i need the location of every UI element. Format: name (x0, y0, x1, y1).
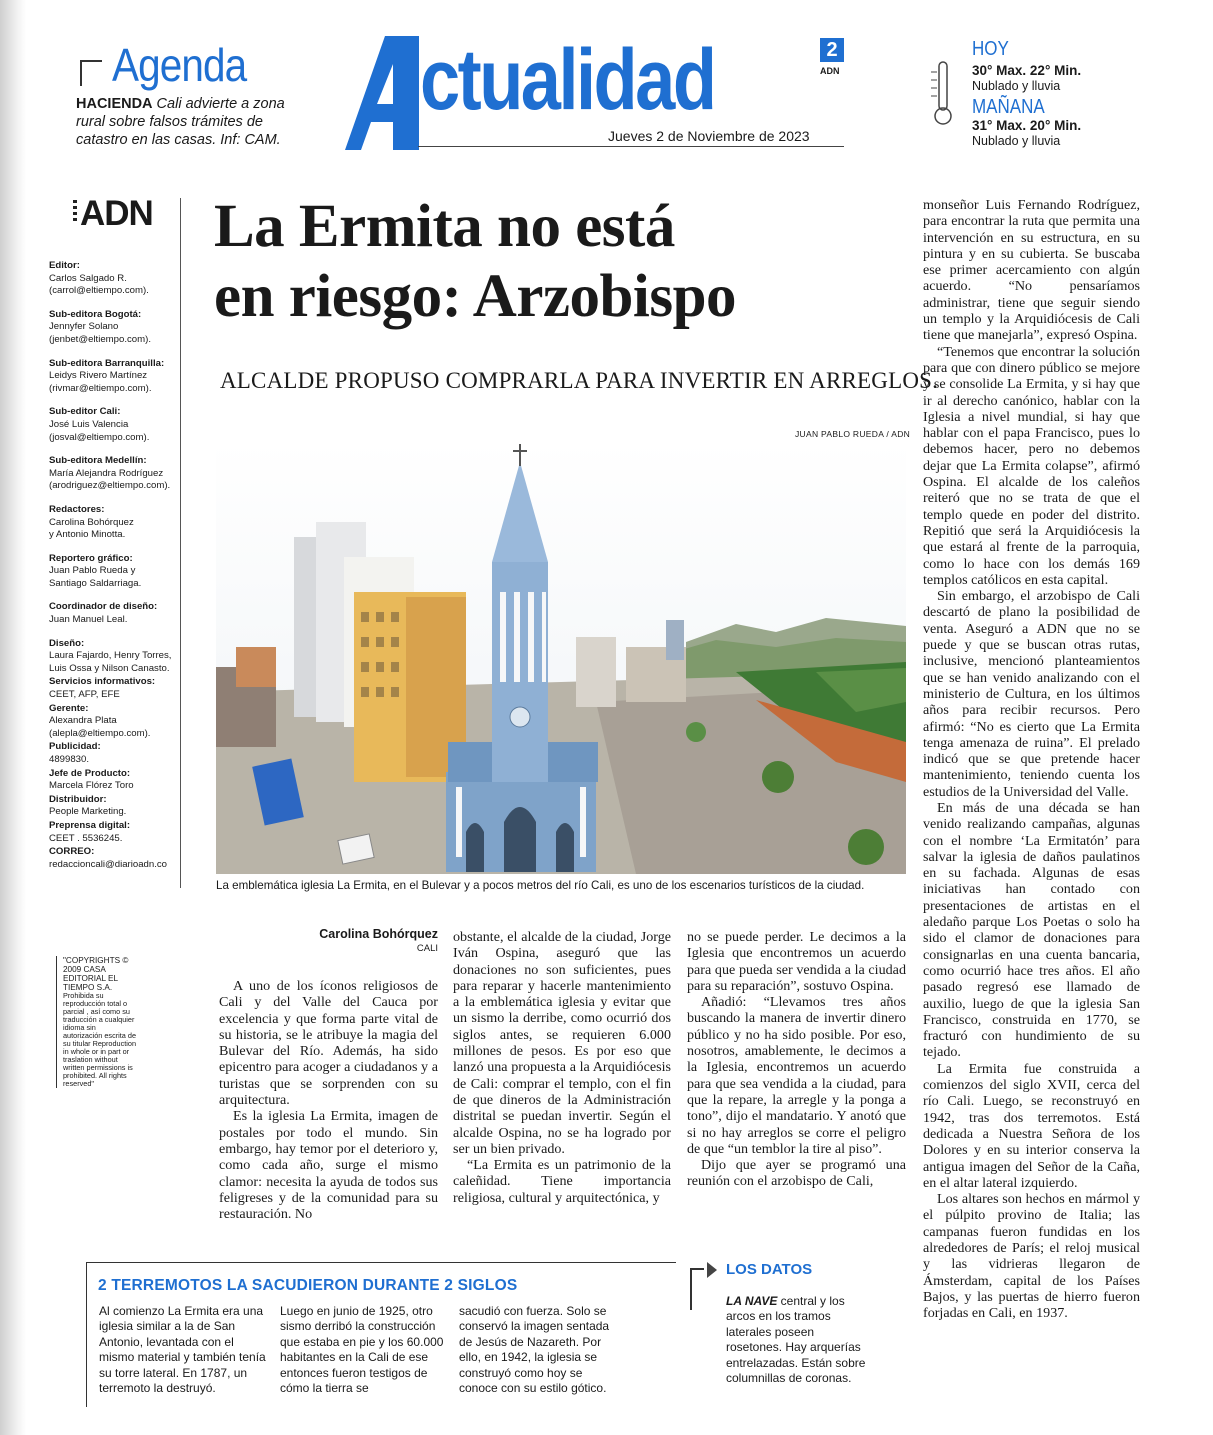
credit-line: Luis Ossa y Nilson Canasto. (49, 662, 170, 674)
credit-role: Distribuidor: (49, 793, 107, 805)
masthead-a-logo (345, 36, 419, 150)
credit-role: Gerente: (49, 702, 89, 714)
weather-tomorrow-label: MAÑANA (972, 96, 1045, 118)
datos-bracket (690, 1268, 704, 1310)
article-column-1 (219, 978, 438, 1222)
credit-line: Carlos Salgado R. (49, 272, 127, 284)
credit-line: (rivmar@eltiempo.com). (49, 382, 152, 394)
credit-line: (carrol@eltiempo.com). (49, 285, 149, 297)
photo-credit: JUAN PABLO RUEDA / ADN (795, 429, 911, 439)
credit-line: redaccioncali@diarioadn.co (49, 858, 168, 870)
credit-line: (alepla@eltiempo.com). (49, 727, 151, 739)
article-paragraph: Añadió: “Llevamos tres años buscando la manera de invertir dinero público y no ha sido posible. Por eso, nosotros, amablemente, le decimos a la Iglesia, encontremos un acuerdo para que sea vendida a la ciudad, para que la repare, la arregle y la ponga a tono”, dijo el mandatario. Y anotó que si no hay arreglos se corre el peligro de que “un temblor la tire al piso”. (687, 994, 906, 1157)
credit-line: CEET, AFP, EFE (49, 689, 120, 701)
article-paragraph: “Tenemos que encontrar la solución para que con dinero público se mejore y se consolide La Ermita, y si hay que ir al derecho canónico, hablar con la Iglesia a nivel mundial, si hay que hablar con el papa Francisco, pues lo debemos hacer, pero no debemos dejar que La Ermita colapse”, afirmó Ospina. El alcalde de los caleños reiteró que no se trata de que el templo quede en poder del distrito. Repitió que será la Arquidiócesis la que estará al frente de la parroquia, como lo hace con los demás 169 templos católicos en esta capital. (923, 343, 1140, 588)
article-paragraph: obstante, el alcalde de la ciudad, Jorge Iván Ospina, aseguró que las donaciones no son suficientes, pues para reparar y hacerle mantenimiento a la emblemática iglesia y evitar que un sismo la derribe, como ocurrió dos siglos antes, se requieren 6.000 millones de pesos. Es por eso que lanzó una propuesta a la Arquidiócesis de Cali: comprar el templo, con el fin de que dineros de la Administración distrital se puedan invertir. Según el alcalde Ospina, no se ha logrado por ser un bien privado. (453, 929, 671, 1157)
copyright-body: Prohibida su reproducción total o parcial , así como su traducción a cualquier idioma sin autorización escrita de su titular Reproduction in whole or in part or traslation without written permissions is prohibited. All rights reserved" (63, 991, 137, 1088)
credit-line: 4899830. (49, 754, 90, 765)
article-paragraph: monseñor Luis Fernando Rodríguez, para encontrar la ruta que permita una intervención en su estructura, en su pintura y en su cubierta. Se buscaba ese primer acercamiento con algún acuerdo. “No pensaríamos administrar, tiene que seguir siendo un templo y la Arquidiócesis de Cali tiene que manejarla”, expresó Ospina. (923, 197, 1140, 344)
credit-role: Sub-editora Bogotá: (49, 308, 142, 320)
article-paragraph: no se puede perder. Le decimos a la Iglesia que encontremos un acuerdo para que pueda ser vendida a la ciudad para su reparación”, sostuvo Ospina. (687, 929, 906, 994)
credit-role: Coordinador de diseño: (49, 601, 158, 613)
article-column-4 (923, 197, 1140, 1321)
edition-date: Jueves 2 de Noviembre de 2023 (608, 128, 810, 144)
credit-line: Santiago Saldarriaga. (49, 577, 142, 589)
agenda-text (76, 95, 298, 149)
agenda-body: Cali advierte a zona rural sobre falsos trámites de catastro en las casas. Inf: CAM. (76, 96, 285, 148)
weather-today-condition: Nublado y lluvia (972, 79, 1061, 93)
article-paragraph: La Ermita fue construida a comienzos del siglo XVII, cerca del río Cali. Luego, se reconstruyó en 1942, tras dos terremotos. Está dedicada a Nuestra Señora de los Dolores y en su interior conserva la antigua imagen del Señor de la Caña, en el altar lateral izquierdo. (923, 1060, 1140, 1191)
article-paragraph: A uno de los íconos religiosos de Cali y del Valle del Cauca por excelencia y que forma parte vital de su historia, se le atribuye la magia del Bulevar del Río. Además, ha sido epicentro para acoger a ciudadanos y a turistas que se sorprenden con su arquitectura. (219, 978, 438, 1109)
datos-arrow-icon (707, 1262, 717, 1278)
sidebar-box-border-top (86, 1262, 676, 1263)
article-column-2 (453, 929, 671, 1206)
weather-today-temp: 30° Max. 22° Min. (972, 63, 1082, 78)
credit-role: CORREO: (49, 846, 95, 858)
article-column-3 (687, 929, 906, 1190)
credit-line: Jennyfer Solano (49, 321, 119, 333)
credit-role: Jefe de Producto: (49, 767, 131, 779)
credit-role: Preprensa digital: (49, 819, 131, 831)
sidebar-box-column-3: sacudió con fuerza. Solo se conservó la imagen sentada de Jesús de Nazareth. Por ello, en 1942, la iglesia se construyó como hoy se conoce con su estilo gótico. (459, 1304, 610, 1396)
credit-line: María Alejandra Rodríguez (49, 467, 164, 479)
copyright-notice (56, 956, 136, 1088)
photo-caption: La emblemática iglesia La Ermita, en el Bulevar y a pocos metros del río Cali, es uno de los escenarios turísticos de la ciudad. (216, 879, 865, 892)
headline (214, 192, 736, 332)
article-author: Carolina Bohórquez (319, 927, 438, 941)
headline-line-2: en riesgo: Arzobispo (214, 263, 737, 330)
article-city: CALI (416, 943, 438, 954)
masthead-rule (418, 146, 844, 147)
credit-line: Juan Manuel Leal. (49, 614, 128, 626)
article-deck: ALCALDE PROPUSO COMPRARLA PARA INVERTIR EN ARREGLOS. (220, 368, 939, 393)
datos-lead: LA NAVE (726, 1294, 778, 1308)
la-ermita-photo (216, 442, 906, 874)
article-paragraph: Los altares son hechos en mármol y el púlpito provino de Italia; las campanas fueron fundidas en los alrededores de París; el reloj musical y las vidrieras llegaron de Ámsterdam, capital de los Países Bajos, y las puertas de hierro fueron forjadas en Cali, en 1937. (923, 1191, 1140, 1322)
credit-role: Servicios informativos: (49, 676, 156, 688)
article-paragraph: “La Ermita es un patrimonio de la caleñidad. Tiene importancia religiosa, cultural y arquitectónica, y (453, 1157, 671, 1206)
weather-tomorrow-temp: 31° Max. 20° Min. (972, 118, 1082, 133)
credit-line: Marcela Flórez Toro (49, 780, 134, 792)
sidebar-box-border-left (86, 1262, 87, 1407)
masthead-brand-small: ADN (820, 66, 840, 76)
adn-logo-dots (73, 200, 77, 222)
credit-line: (jenbet@eltiempo.com). (49, 333, 151, 345)
credit-role: Redactores: (49, 503, 105, 515)
page-edge-shadow (0, 0, 26, 1435)
datos-text (726, 1294, 866, 1386)
credit-line: y Antonio Minotta. (49, 529, 126, 541)
staff-credits (49, 260, 181, 871)
sidebar-box-title: 2 TERREMOTOS LA SACUDIERON DURANTE 2 SIGLOS (98, 1277, 518, 1294)
credit-role: Publicidad: (49, 741, 101, 753)
credit-role: Reportero gráfico: (49, 552, 133, 564)
credit-line: CEET . 5536245. (49, 832, 123, 844)
credit-line: Laura Fajardo, Henry Torres, (49, 650, 172, 662)
credit-line: José Luis Valencia (49, 418, 129, 430)
credit-line: (arodriguez@eltiempo.com). (49, 480, 171, 492)
article-paragraph: En más de una década se han venido realizando campañas, algunas con el nombre ‘La Ermitatón’ para salvar la iglesia de daños paulatinos en su fachada. Algunas de esas iniciativas han contado con presentaciones de artistas en el aledaño parque Los Poetas o solo ha sido el clamor de donaciones para consignarlas en una cuenta bancaria, como ocurrió hace tres años. El año pasado regresó ese llamado de auxilio, luego de que la iglesia San Francisco, construida en 1770, se fracturó con hundimiento de su tejado. (923, 799, 1140, 1061)
datos-body: central y los arcos en los tramos laterales poseen rosetones. Hay arquerías entrelazadas. Están sobre columnillas de coronas. (726, 1294, 866, 1386)
credit-role: Editor: (49, 260, 80, 271)
credit-line: Alexandra Plata (49, 715, 117, 727)
sidebar-box-column-2: Luego en junio de 1925, otro sismo derribó la construcción que estaba en pie y los 60.000 habitantes en la Cali de ese entonces fueron testigos de cómo la tierra se (280, 1304, 444, 1396)
agenda-title: Agenda (112, 39, 247, 91)
credit-role: Diseño: (49, 637, 85, 649)
sidebar-box-column-1: Al comienzo La Ermita era una iglesia similar a la de San Antonio, levantada con el mismo material y también tenía su torre lateral. En 1787, un terremoto la destruyó. (99, 1304, 266, 1396)
thermometer-icon (928, 60, 958, 126)
section-number: 2 (820, 38, 844, 62)
agenda-bracket (80, 60, 102, 86)
weather-tomorrow-condition: Nublado y lluvia (972, 134, 1061, 148)
adn-logo: ADN (80, 194, 153, 233)
agenda-lead: HACIENDA (76, 96, 153, 112)
weather-today-label: HOY (972, 38, 1009, 60)
credit-line: People Marketing. (49, 806, 127, 818)
article-paragraph: Es la iglesia La Ermita, imagen de postales por todo el mundo. Sin embargo, hay temor por el deterioro y, como cada año, surge el mismo clamor: necesita la ayuda de todos sus feligreses y de la comunidad para su restauración. No (219, 1108, 438, 1223)
article-paragraph: Dijo que ayer se programó una reunión con el arzobispo de Cali, (687, 1157, 906, 1190)
credit-line: Leidys Rivero Martínez (49, 370, 148, 382)
credit-role: Sub-editor Cali: (49, 406, 121, 418)
datos-title: LOS DATOS (726, 1261, 813, 1278)
credit-line: Juan Pablo Rueda y (49, 565, 136, 577)
article-paragraph: Sin embargo, el arzobispo de Cali descartó de plano la posibilidad de venta. Aseguró a ADN que no se puede y que se buscan otras rutas, inclusive, mencionó planteamientos que se han venido analizando con el ministerio de Cultura, en los últimos años para recibir recursos. Pero afirmó: “No es cierto que La Ermita tenga amenaza de ruina”. El prelado indicó que se que pretende hacer mantenimiento, teniendo cuenta los estudios de la Universidad del Valle. (923, 588, 1140, 800)
headline-line-1: La Ermita no está (214, 193, 675, 260)
credit-role: Sub-editora Medellín: (49, 455, 147, 467)
masthead-word: ctualidad (420, 32, 715, 128)
credit-role: Sub-editora Barranquilla: (49, 357, 165, 369)
copyright-head: "COPYRIGHTS © 2009 CASA EDITORIAL EL TIEMPO S.A. (63, 956, 129, 992)
credit-line: Carolina Bohórquez (49, 516, 134, 528)
credit-line: (josval@eltiempo.com). (49, 431, 150, 443)
